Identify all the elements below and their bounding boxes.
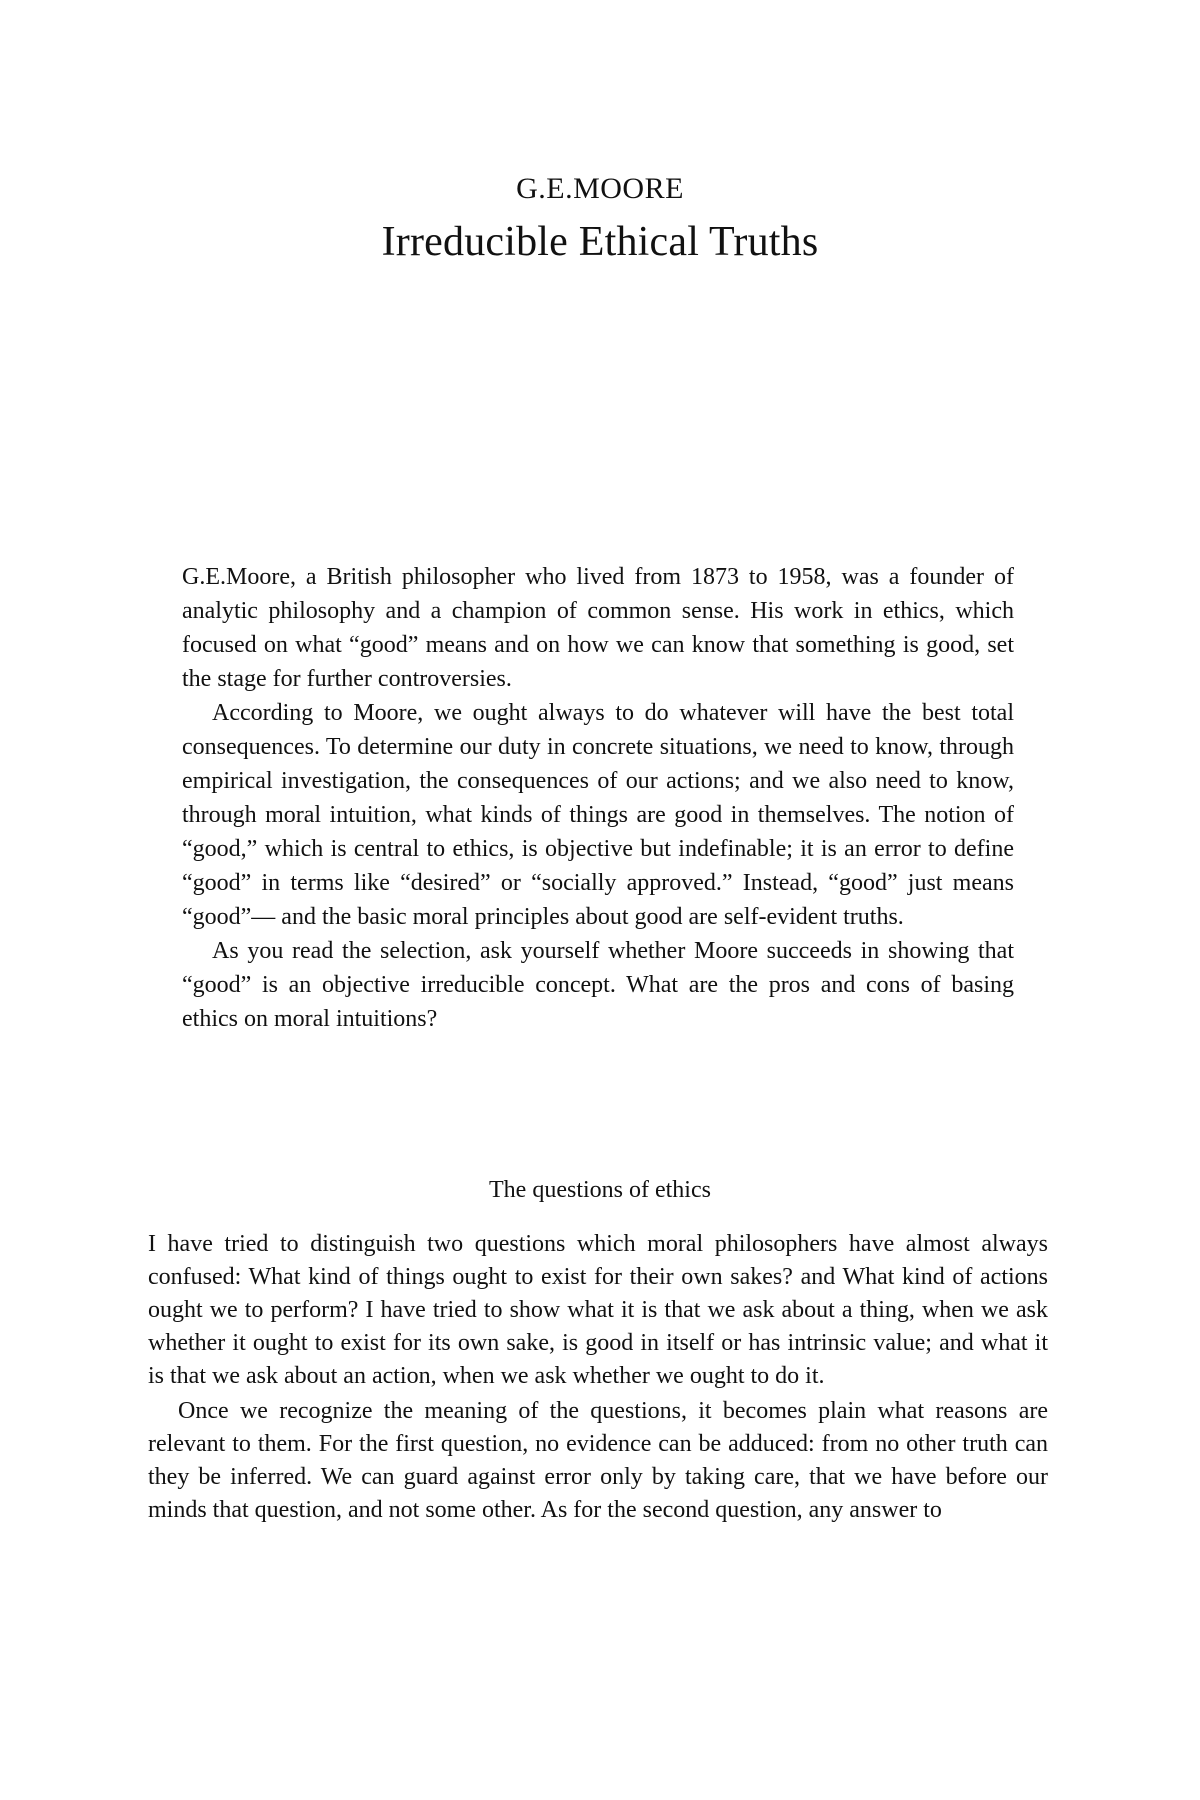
intro-paragraph: G.E.Moore, a British philosopher who lived from 1873 to 1958, was a founder of analytic philosophy and a champion of common sense. His work in ethics, which focused on what “good” means and on how we can know that something is good, set the stage for further controversies. [182, 564, 1014, 692]
body-paragraph: I have tried to distinguish two questions which moral philosophers have almost always confused: What kind of things ought to exist for their own sakes? and What kind of actions ought we to perform? I have tried to show what it is that we ask about a thing, when we ask whether it ought to exist for its own sake, is good in itself or has intrinsic value; and what it is that we ask about an action, when we ask whether we ought to do it. [148, 1231, 1048, 1389]
intro-section [182, 560, 1014, 1036]
author-name: G.E.MOORE [516, 172, 684, 205]
chapter-title: Irreducible Ethical Truths [381, 219, 819, 265]
intro-paragraph: According to Moore, we ought always to do whatever will have the best total consequences. To determine our duty in concrete situations, we need to know, through empirical investigation, the consequences of our actions; and we also need to know, through moral intuition, what kinds of things are good in themselves. The notion of “good,” which is central to ethics, is objective but indefinable; it is an error to define “good” in terms like “desired” or “socially approved.” Instead, “good” just means “good”— and the basic moral principles about good are self-evident truths. [182, 700, 1014, 930]
body-paragraph: Once we recognize the meaning of the questions, it becomes plain what reasons are relevant to them. For the first question, no evidence can be adduced: from no other truth can they be inferred. We can guard against error only by taking care, that we have before our minds that question, and not some other. As for the second question, any answer to [148, 1398, 1048, 1523]
section-heading: The questions of ethics [489, 1177, 711, 1203]
body-section [148, 1228, 1048, 1527]
intro-paragraph: As you read the selection, ask yourself whether Moore succeeds in showing that “good” is an objective irreducible concept. What are the pros and cons of basing ethics on moral intuitions? [182, 938, 1014, 1032]
